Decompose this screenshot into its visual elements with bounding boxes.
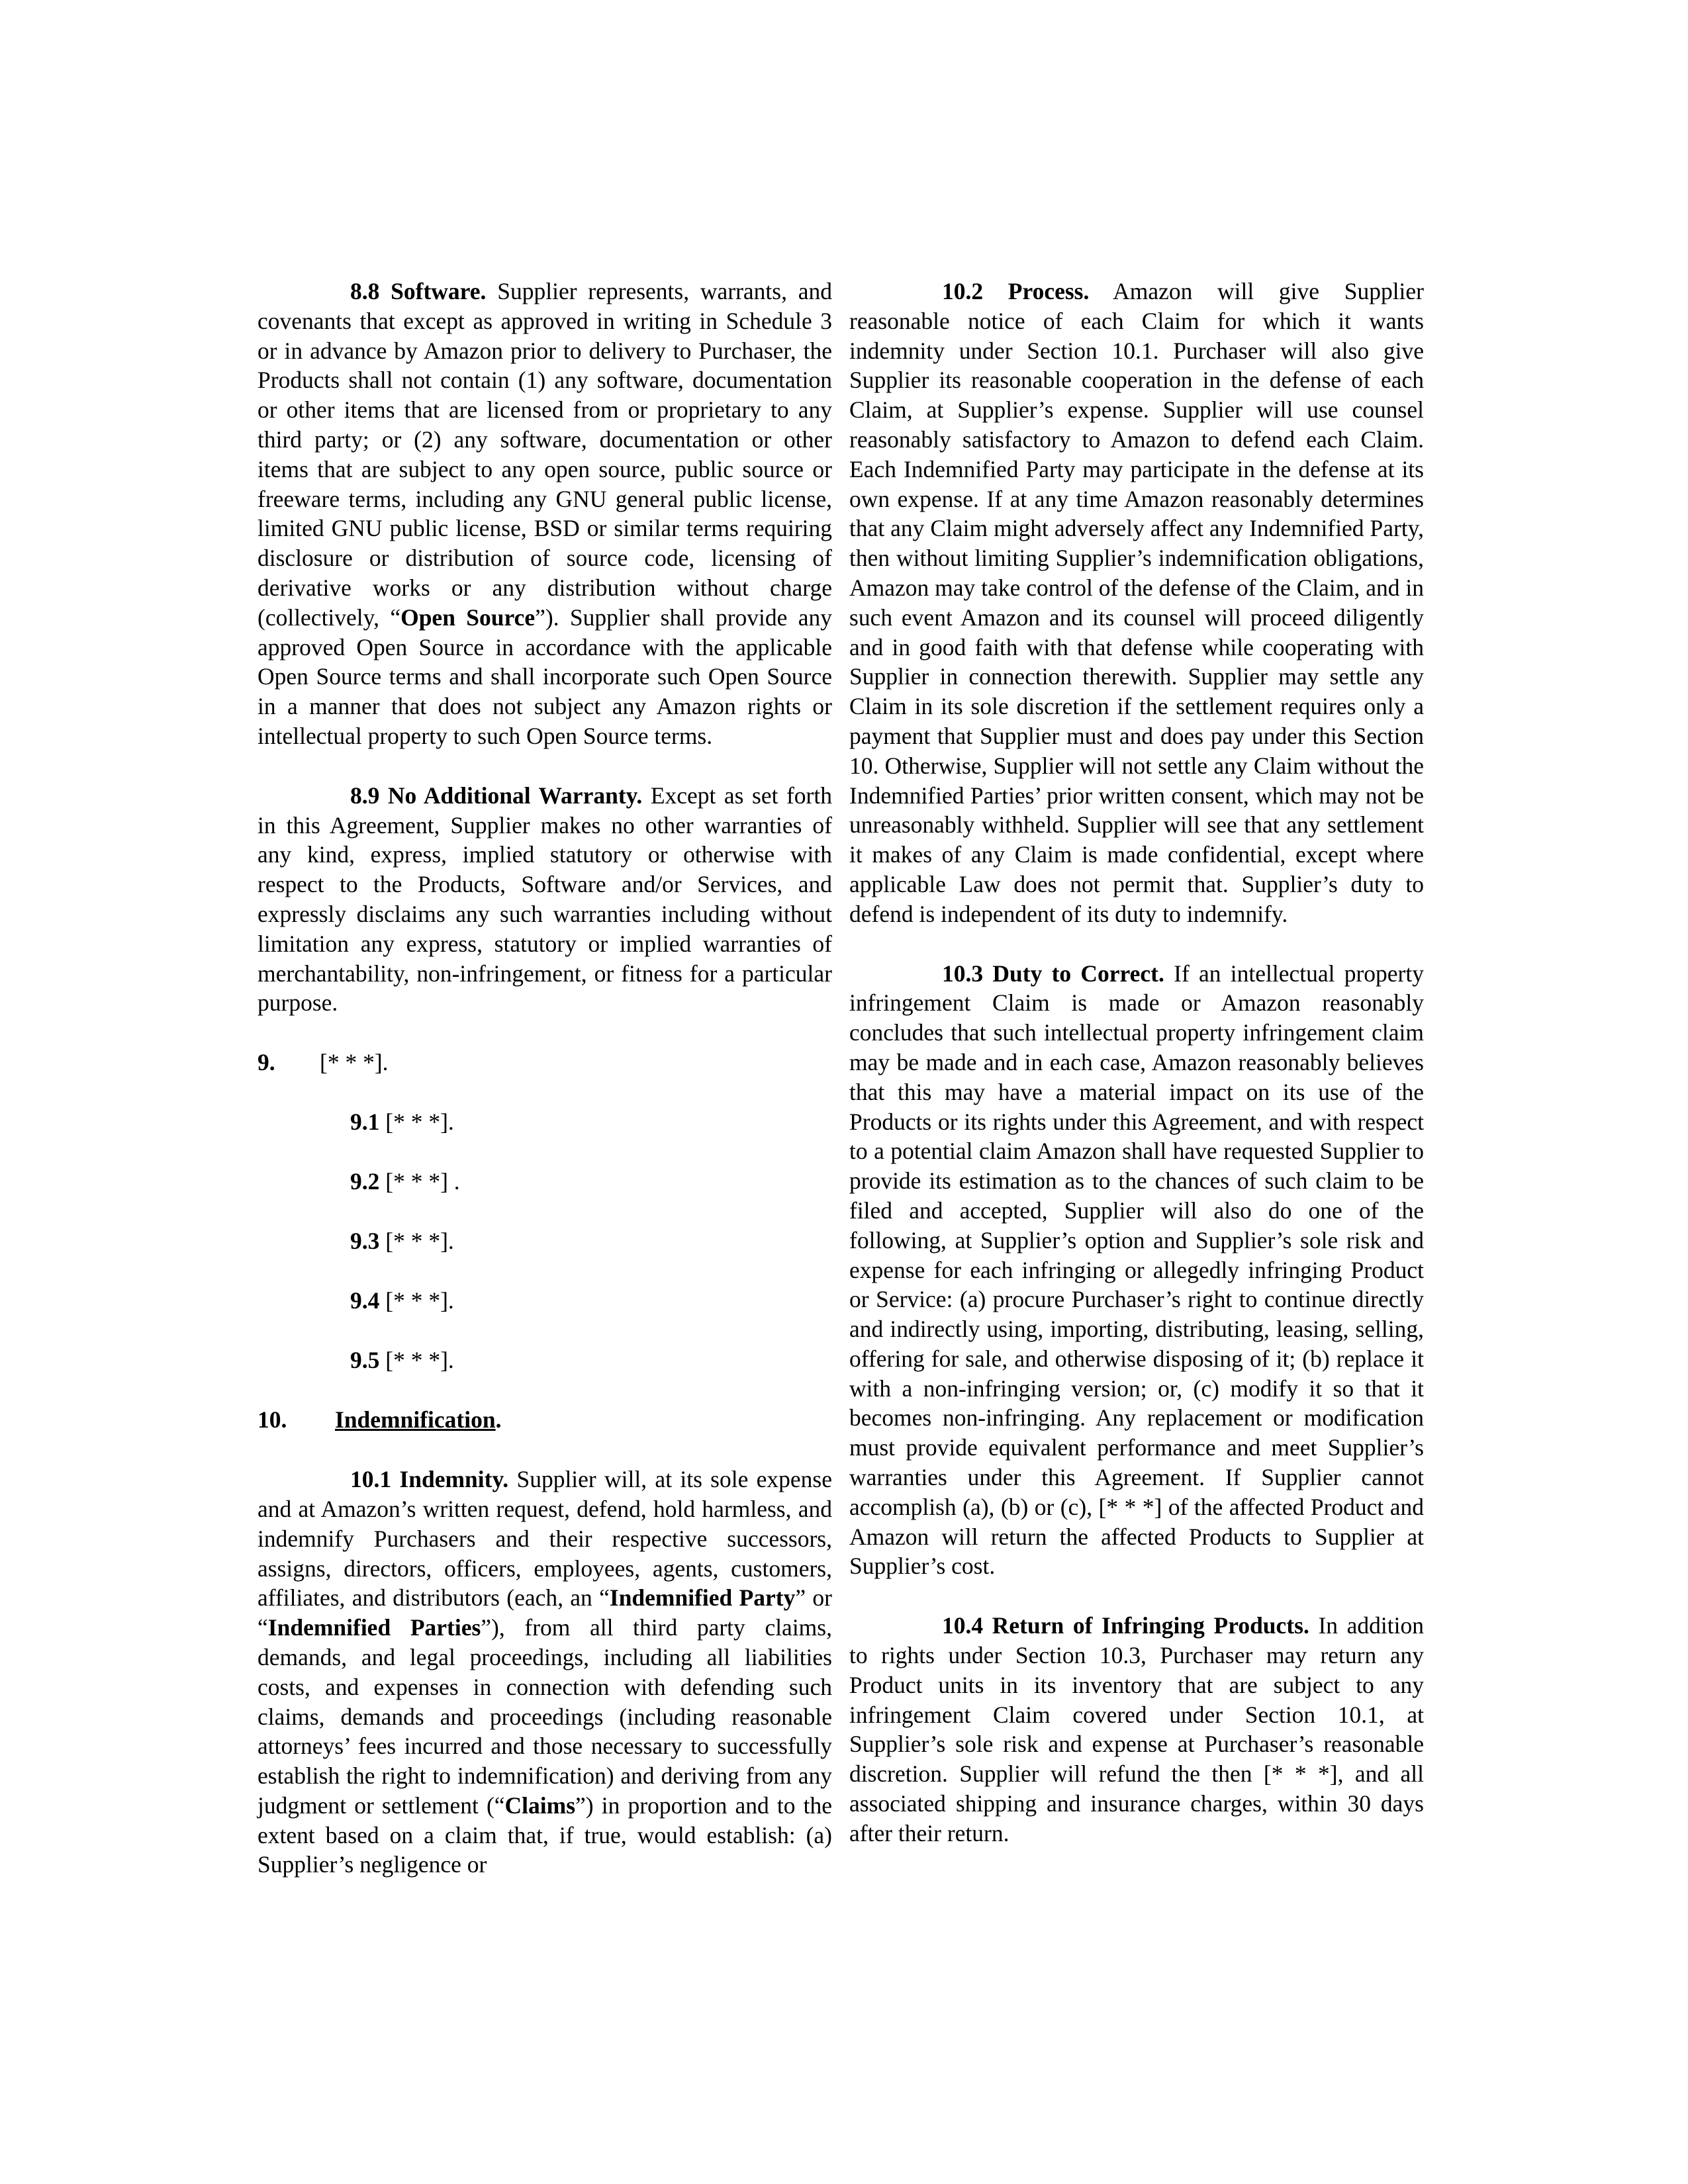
section-10-1	[258, 1465, 832, 1880]
subsection-number: 9.5	[350, 1347, 380, 1374]
defined-term: Open Source	[400, 604, 536, 631]
subsection-text: [* * *].	[379, 1347, 454, 1374]
defined-term: Indemnified Party	[609, 1584, 796, 1612]
section-10-3	[849, 959, 1424, 1582]
section-text: ” or “	[258, 1584, 832, 1641]
section-8-9	[258, 781, 832, 1018]
subsection-9-3	[258, 1226, 832, 1256]
subsection-9-2	[258, 1167, 832, 1197]
left-column	[258, 277, 832, 1880]
section-10-heading	[258, 1405, 832, 1435]
subsection-number: 9.1	[350, 1109, 380, 1136]
subsection-text: [* * *].	[379, 1228, 454, 1255]
section-text: Amazon will give Supplier reasonable notice of each Claim for which it wants indemnity under Section 10.1. Purchaser will also give Supplier its reasonable cooperation in the defense of each Claim, at Supplier’s expense. Supplier will use counsel reasonably satisfactory to Amazon to defend each Claim. Each Indemnified Party may participate in the defense at its own expense. If at any time Amazon reasonably determines that any Claim might adversely affect any Indemnified Party, then without limiting Supplier’s indemnification obligations, Amazon may take control of the defense of the Claim, and in such event Amazon and its counsel will proceed diligently and in good faith with that defense while cooperating with Supplier in connection therewith. Supplier may settle any Claim in its sole discretion if the settlement requires only a payment that Supplier must and does pay under this Section 10. Otherwise, Supplier will not settle any Claim without the Indemnified Parties’ prior written consent, which may not be unreasonably withheld. Supplier will see that any settlement it makes of any Claim is made confidential, except where applicable Law does not permit that. Supplier’s duty to defend is independent of its duty to indemnify.	[849, 278, 1424, 927]
section-text: In addition to rights under Section 10.3, Purchaser may return any Product units in its inventory that are subject to any infringement Claim covered under Section 10.1, at Supplier’s sole risk and expense at Purchaser’s reasonable discretion. Supplier will refund the then [* * *], and all associated shipping and insurance charges, within 30 days after their return.	[849, 1612, 1425, 1846]
subsection-text: [* * *].	[379, 1287, 454, 1314]
section-heading: 10.3 Duty to Correct.	[942, 960, 1164, 987]
defined-term: Indemnified Parties	[267, 1614, 481, 1641]
right-column	[849, 277, 1424, 1848]
section-number: 10.	[258, 1406, 287, 1433]
section-10-4	[849, 1611, 1424, 1848]
section-title-wrap	[335, 1405, 501, 1435]
subsection-9-4	[258, 1286, 832, 1316]
section-title: [* * *].	[320, 1049, 389, 1076]
section-8-8	[258, 277, 832, 751]
subsection-number: 9.4	[350, 1287, 380, 1314]
section-heading: 10.2 Process.	[942, 278, 1090, 304]
section-text: Supplier represents, warrants, and covenants that except as approved in writing in Schedule 3 or in advance by Amazon prior to delivery to Purchaser, the Products shall not contain (1) any software, documentation or other items that are licensed from or proprietary to any third party; or (2) any software, documentation or other items that are subject to any open source, public source or freeware terms, including any GNU general public license, limited GNU public license, BSD or similar terms requiring disclosure or distribution of source code, licensing of derivative works or any distribution without charge (collectively, “	[258, 278, 832, 631]
defined-term: Claims	[504, 1792, 576, 1819]
section-heading: 8.9 No Additional Warranty.	[350, 782, 643, 809]
section-text: ”), from all third party claims, demands, and legal proceedings, including all liabilities costs, and expenses in connection with defending such claims, demands and proceedings (including reasonable attorneys’ fees incurred and those necessary to successfully establish the right to indemnification) and deriving from any judgment or settlement (“	[258, 1614, 832, 1819]
section-heading: 10.1 Indemnity.	[350, 1466, 509, 1493]
section-10-2	[849, 277, 1424, 929]
subsection-text: [* * *] .	[379, 1168, 460, 1195]
section-text: ”). Supplier shall provide any approved Open Source in accordance with the applicable Open Source terms and shall incorporate such Open Source in a manner that does not subject any Amazon rights or intellectual property to such Open Source terms.	[258, 604, 832, 749]
section-text: If an intellectual property infringement Claim is made or Amazon reasonably concludes that such intellectual property infringement claim may be made and in each case, Amazon reasonably believes that this may have a material impact on its use of the Products or its rights under this Agreement, and with respect to a potential claim Amazon shall have requested Supplier to provide its estimation as to the chances of such claim to be filed and accepted, Supplier will also do one of the following, at Supplier’s option and Supplier’s sole risk and expense for each infringing or allegedly infringing Product or Service: (a) procure Purchaser’s right to continue directly and indirectly using, importing, distributing, leasing, selling, offering for sale, and otherwise disposing of it; (b) replace it with a non-infringing version; or, (c) modify it so that it becomes non-infringing. Any replacement or modification must provide equivalent performance and meet Supplier’s warranties under this Agreement. If Supplier cannot accomplish (a), (b) or (c), [* * *] of the affected Product and Amazon will return the affected Products to Supplier at Supplier’s cost.	[849, 960, 1424, 1580]
subsection-number: 9.2	[350, 1168, 380, 1195]
section-number: 9.	[258, 1049, 275, 1076]
subsection-9-5	[258, 1345, 832, 1375]
section-text: ”) in proportion and to the extent based on a claim that, if true, would establish: (a) Supplier’s negligence or	[258, 1792, 832, 1878]
section-heading: 10.4 Return of Infringing Products.	[942, 1612, 1309, 1639]
section-title-suffix: .	[495, 1406, 502, 1433]
subsection-text: [* * *].	[379, 1109, 454, 1136]
subsection-9-1	[258, 1107, 832, 1137]
section-text: Supplier will, at its sole expense and at Amazon’s written request, defend, hold harmless, and indemnify Purchasers and their respective successors, assigns, directors, officers, employees, agents, customers, affiliates, and distributors (each, an “	[258, 1466, 832, 1612]
section-text: Except as set forth in this Agreement, Supplier makes no other warranties of any kind, express, implied statutory or otherwise with respect to the Products, Software and/or Services, and expressly disclaims any such warranties including without limitation any express, statutory or implied warranties of merchantability, non-infringement, or fitness for a particular purpose.	[258, 782, 832, 1017]
section-title: Indemnification	[335, 1406, 496, 1433]
subsection-number: 9.3	[350, 1228, 380, 1255]
section-9-heading	[258, 1048, 832, 1077]
section-heading: 8.8 Software.	[350, 278, 487, 304]
